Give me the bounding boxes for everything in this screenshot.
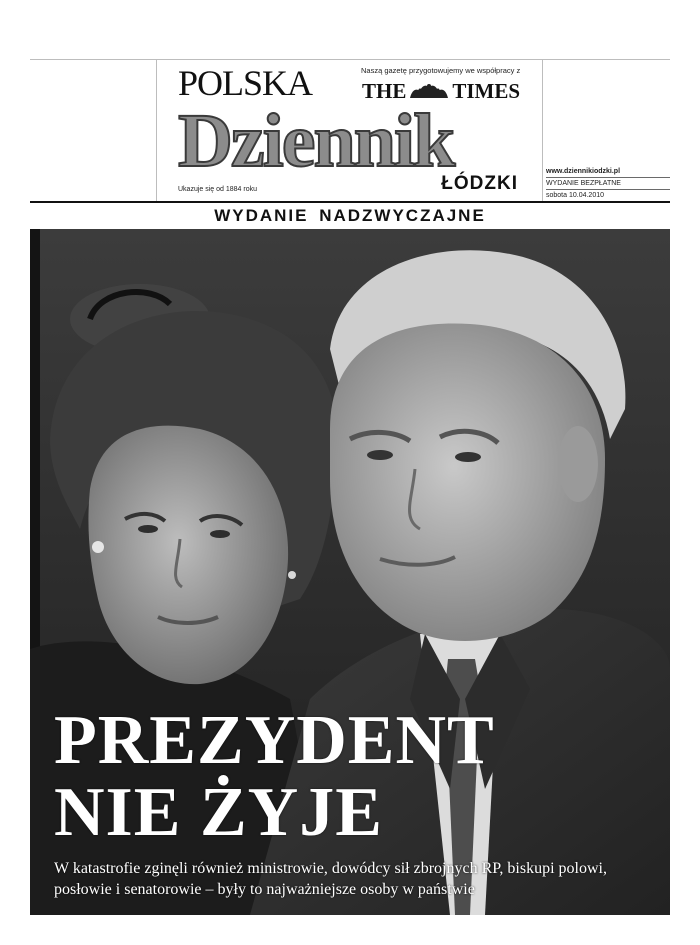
- lead-text: W katastrofie zginęli również ministrowie, dowódcy sił zbrojnych RP, biskupi polowi, posłowie i senatorowie – były to najważniejsze osoby w państwie: [54, 860, 607, 898]
- issue-info: [546, 166, 670, 202]
- masthead-bottom-rule: [30, 201, 670, 203]
- since-note: Ukazuje się od 1884 roku: [178, 186, 257, 193]
- edition-type: WYDANIE BEZPŁATNE: [546, 178, 670, 190]
- headline-line-1: PREZYDENT: [54, 702, 495, 779]
- masthead: [156, 59, 542, 201]
- times-left-word: THE: [362, 79, 407, 103]
- photo-credit-edge: [676, 826, 686, 916]
- headline: [54, 702, 495, 851]
- issue-date: sobota 10.04.2010: [546, 190, 670, 202]
- partner-note: Naszą gazetę przygotowujemy we współpracy z: [361, 66, 521, 75]
- masthead-right-divider: [542, 59, 543, 201]
- edition-banner: WYDANIE NADZWYCZAJNE: [214, 206, 486, 225]
- headline-line-2: NIE ŻYJE: [54, 774, 383, 851]
- newspaper-subtitle: ŁÓDZKI: [441, 173, 518, 194]
- newspaper-title: Dziennik: [178, 99, 454, 183]
- times-right-word: TIMES: [452, 79, 521, 103]
- cover-photo: [30, 229, 670, 915]
- polska-wordmark: POLSKA: [178, 63, 313, 103]
- website-link[interactable]: www.dziennikiodzki.pl: [546, 166, 670, 178]
